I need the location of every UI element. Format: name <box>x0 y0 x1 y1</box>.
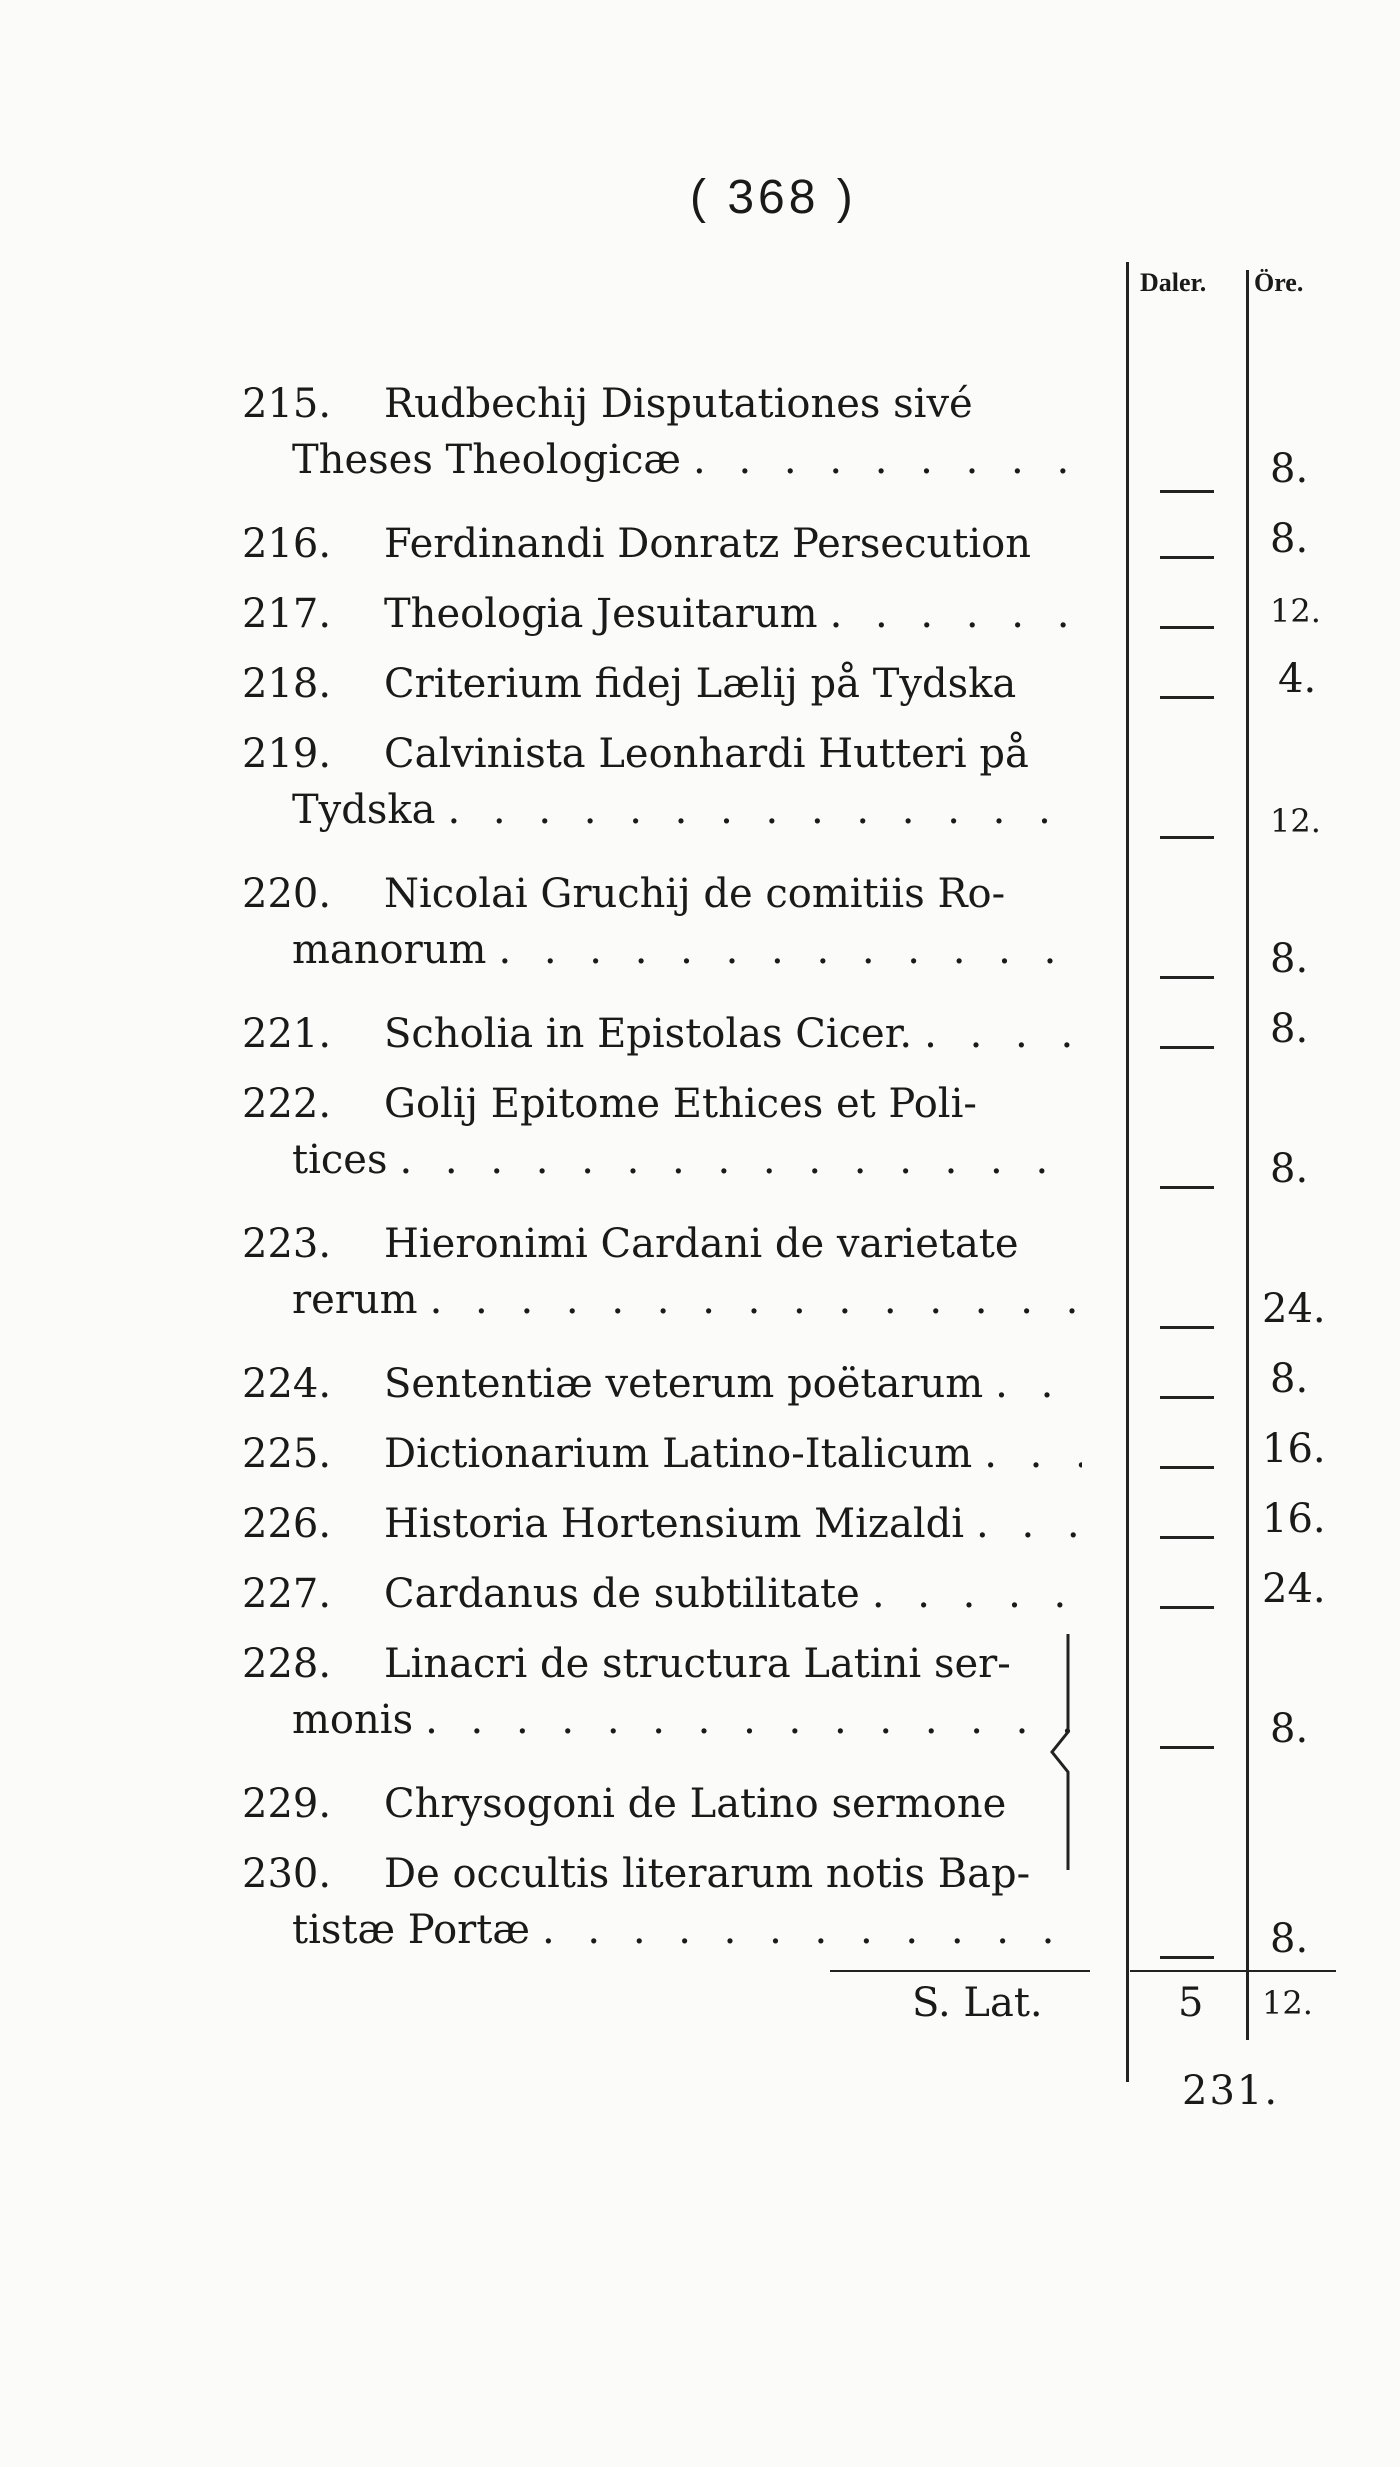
daler-dash <box>1160 1396 1214 1399</box>
leader-dots <box>430 1272 1082 1328</box>
catchword: 231. <box>1182 2068 1280 2114</box>
ore-value: 8. <box>1270 446 1309 492</box>
entry <box>242 1426 1082 1482</box>
entry <box>242 586 1082 642</box>
ore-value: 8. <box>1270 1916 1309 1962</box>
leader-dots <box>984 1426 1082 1482</box>
entry-title: Theologia Jesuitarum <box>384 591 818 637</box>
ore-value: 16. <box>1262 1426 1326 1472</box>
sum-ore: 12. <box>1262 1984 1313 2022</box>
column-header-ore: Öre. <box>1254 268 1304 297</box>
entry <box>242 1216 1082 1328</box>
sum-rule-text <box>830 1970 1090 1972</box>
entry-title: De occultis literarum notis Bap- <box>384 1851 1031 1897</box>
daler-dash <box>1160 556 1214 559</box>
entry-title-cont: Theses Theologicæ <box>292 437 682 483</box>
leader-dots <box>399 1132 1082 1188</box>
entry-number: 222. <box>242 1081 332 1127</box>
page-number: ( 368 ) <box>690 171 857 224</box>
ore-value: 8. <box>1270 1006 1309 1052</box>
entry-number: 215. <box>242 381 332 427</box>
leader-dots <box>542 1902 1082 1958</box>
daler-dash <box>1160 1536 1214 1539</box>
entry-number: 219. <box>242 731 332 777</box>
sum-label: S. Lat. <box>912 1980 1043 2026</box>
entry-title-cont: Tydska <box>292 787 436 833</box>
leader-dots <box>448 782 1083 838</box>
entry-title: Golij Epitome Ethices et Poli- <box>384 1081 977 1127</box>
entry-title-cont: rerum <box>292 1277 418 1323</box>
entry-title: Chrysogoni de Latino sermone <box>384 1781 1007 1827</box>
leader-dots <box>872 1566 1082 1622</box>
entry <box>242 1496 1082 1552</box>
column-rule-middle <box>1246 270 1249 2040</box>
entry <box>242 1636 1082 1748</box>
ore-value: 24. <box>1262 1566 1326 1612</box>
entry-number: 220. <box>242 871 332 917</box>
leader-dots <box>995 1356 1082 1412</box>
entry-title-cont: tistæ Portæ <box>292 1907 530 1953</box>
leader-dots <box>830 586 1082 642</box>
entry <box>242 1356 1082 1412</box>
column-rule-left <box>1126 262 1129 2082</box>
entry-number: 221. <box>242 1011 332 1057</box>
sum-daler: 5 <box>1178 1980 1204 2026</box>
ore-value: 12. <box>1270 592 1321 630</box>
ore-value: 8. <box>1270 1706 1309 1752</box>
sum-rule-columns <box>1130 1970 1336 1972</box>
ore-value: 8. <box>1270 1356 1309 1402</box>
daler-dash <box>1160 696 1214 699</box>
leader-dots <box>498 922 1082 978</box>
entry-title: Dictionarium Latino-Italicum <box>384 1431 973 1477</box>
ore-value: 8. <box>1270 516 1309 562</box>
entry-title: Rudbechij Disputationes sivé <box>384 381 973 427</box>
entry <box>242 516 1082 572</box>
entry-title: Scholia in Epistolas Cicer. <box>384 1011 913 1057</box>
entry-number: 216. <box>242 521 332 567</box>
leader-dots <box>976 1496 1082 1552</box>
entry-number: 224. <box>242 1361 332 1407</box>
entry-title: Hieronimi Cardani de varietate <box>384 1221 1019 1267</box>
daler-dash <box>1160 1746 1214 1749</box>
entry-number: 226. <box>242 1501 332 1547</box>
entry <box>242 1846 1082 1958</box>
entry <box>242 1076 1082 1188</box>
entry-number: 225. <box>242 1431 332 1477</box>
entry-title: Sententiæ veterum poëtarum <box>384 1361 984 1407</box>
entry-title: Historia Hortensium Mizaldi <box>384 1501 965 1547</box>
daler-dash <box>1160 836 1214 839</box>
leader-dots <box>924 1006 1082 1062</box>
entry-number: 223. <box>242 1221 332 1267</box>
entry-number: 217. <box>242 591 332 637</box>
entry-number: 229. <box>242 1781 332 1827</box>
entry-number: 228. <box>242 1641 332 1687</box>
entry <box>242 656 1082 712</box>
entry-title: Ferdinandi Donratz Persecution <box>384 521 1031 567</box>
daler-dash <box>1160 1326 1214 1329</box>
leader-dots <box>425 1692 1082 1748</box>
daler-dash <box>1160 1046 1214 1049</box>
entry <box>242 1006 1082 1062</box>
ore-value: 24. <box>1262 1286 1326 1332</box>
ore-value: 4. <box>1278 656 1317 702</box>
entry-title: Linacri de structura Latini ser- <box>384 1641 1011 1687</box>
entry <box>242 1566 1082 1622</box>
daler-dash <box>1160 1186 1214 1189</box>
entry-title: Calvinista Leonhardi Hutteri på <box>384 731 1029 777</box>
grouping-brace <box>1046 1632 1076 1872</box>
entry <box>242 1776 1082 1832</box>
ore-value: 8. <box>1270 1146 1309 1192</box>
column-header-daler: Daler. <box>1140 268 1207 297</box>
entry-title: Cardanus de subtilitate <box>384 1571 860 1617</box>
entry-number: 230. <box>242 1851 332 1897</box>
entry-title: Criterium fidej Lælij på Tydska <box>384 661 1017 707</box>
ore-value: 8. <box>1270 936 1309 982</box>
entry-number: 218. <box>242 661 332 707</box>
entry <box>242 376 1082 488</box>
entry-title-cont: monis <box>292 1697 414 1743</box>
daler-dash <box>1160 626 1214 629</box>
entry <box>242 726 1082 838</box>
daler-dash <box>1160 490 1214 493</box>
daler-dash <box>1160 1466 1214 1469</box>
leader-dots <box>693 432 1082 488</box>
entry-title-cont: tices <box>292 1137 388 1183</box>
entry-number: 227. <box>242 1571 332 1617</box>
entry <box>242 866 1082 978</box>
daler-dash <box>1160 1606 1214 1609</box>
daler-dash <box>1160 976 1214 979</box>
ore-value: 16. <box>1262 1496 1326 1542</box>
daler-dash <box>1160 1956 1214 1959</box>
entry-title-cont: manorum <box>292 927 487 973</box>
entry-title: Nicolai Gruchij de comitiis Ro- <box>384 871 1006 917</box>
ore-value: 12. <box>1270 802 1321 840</box>
